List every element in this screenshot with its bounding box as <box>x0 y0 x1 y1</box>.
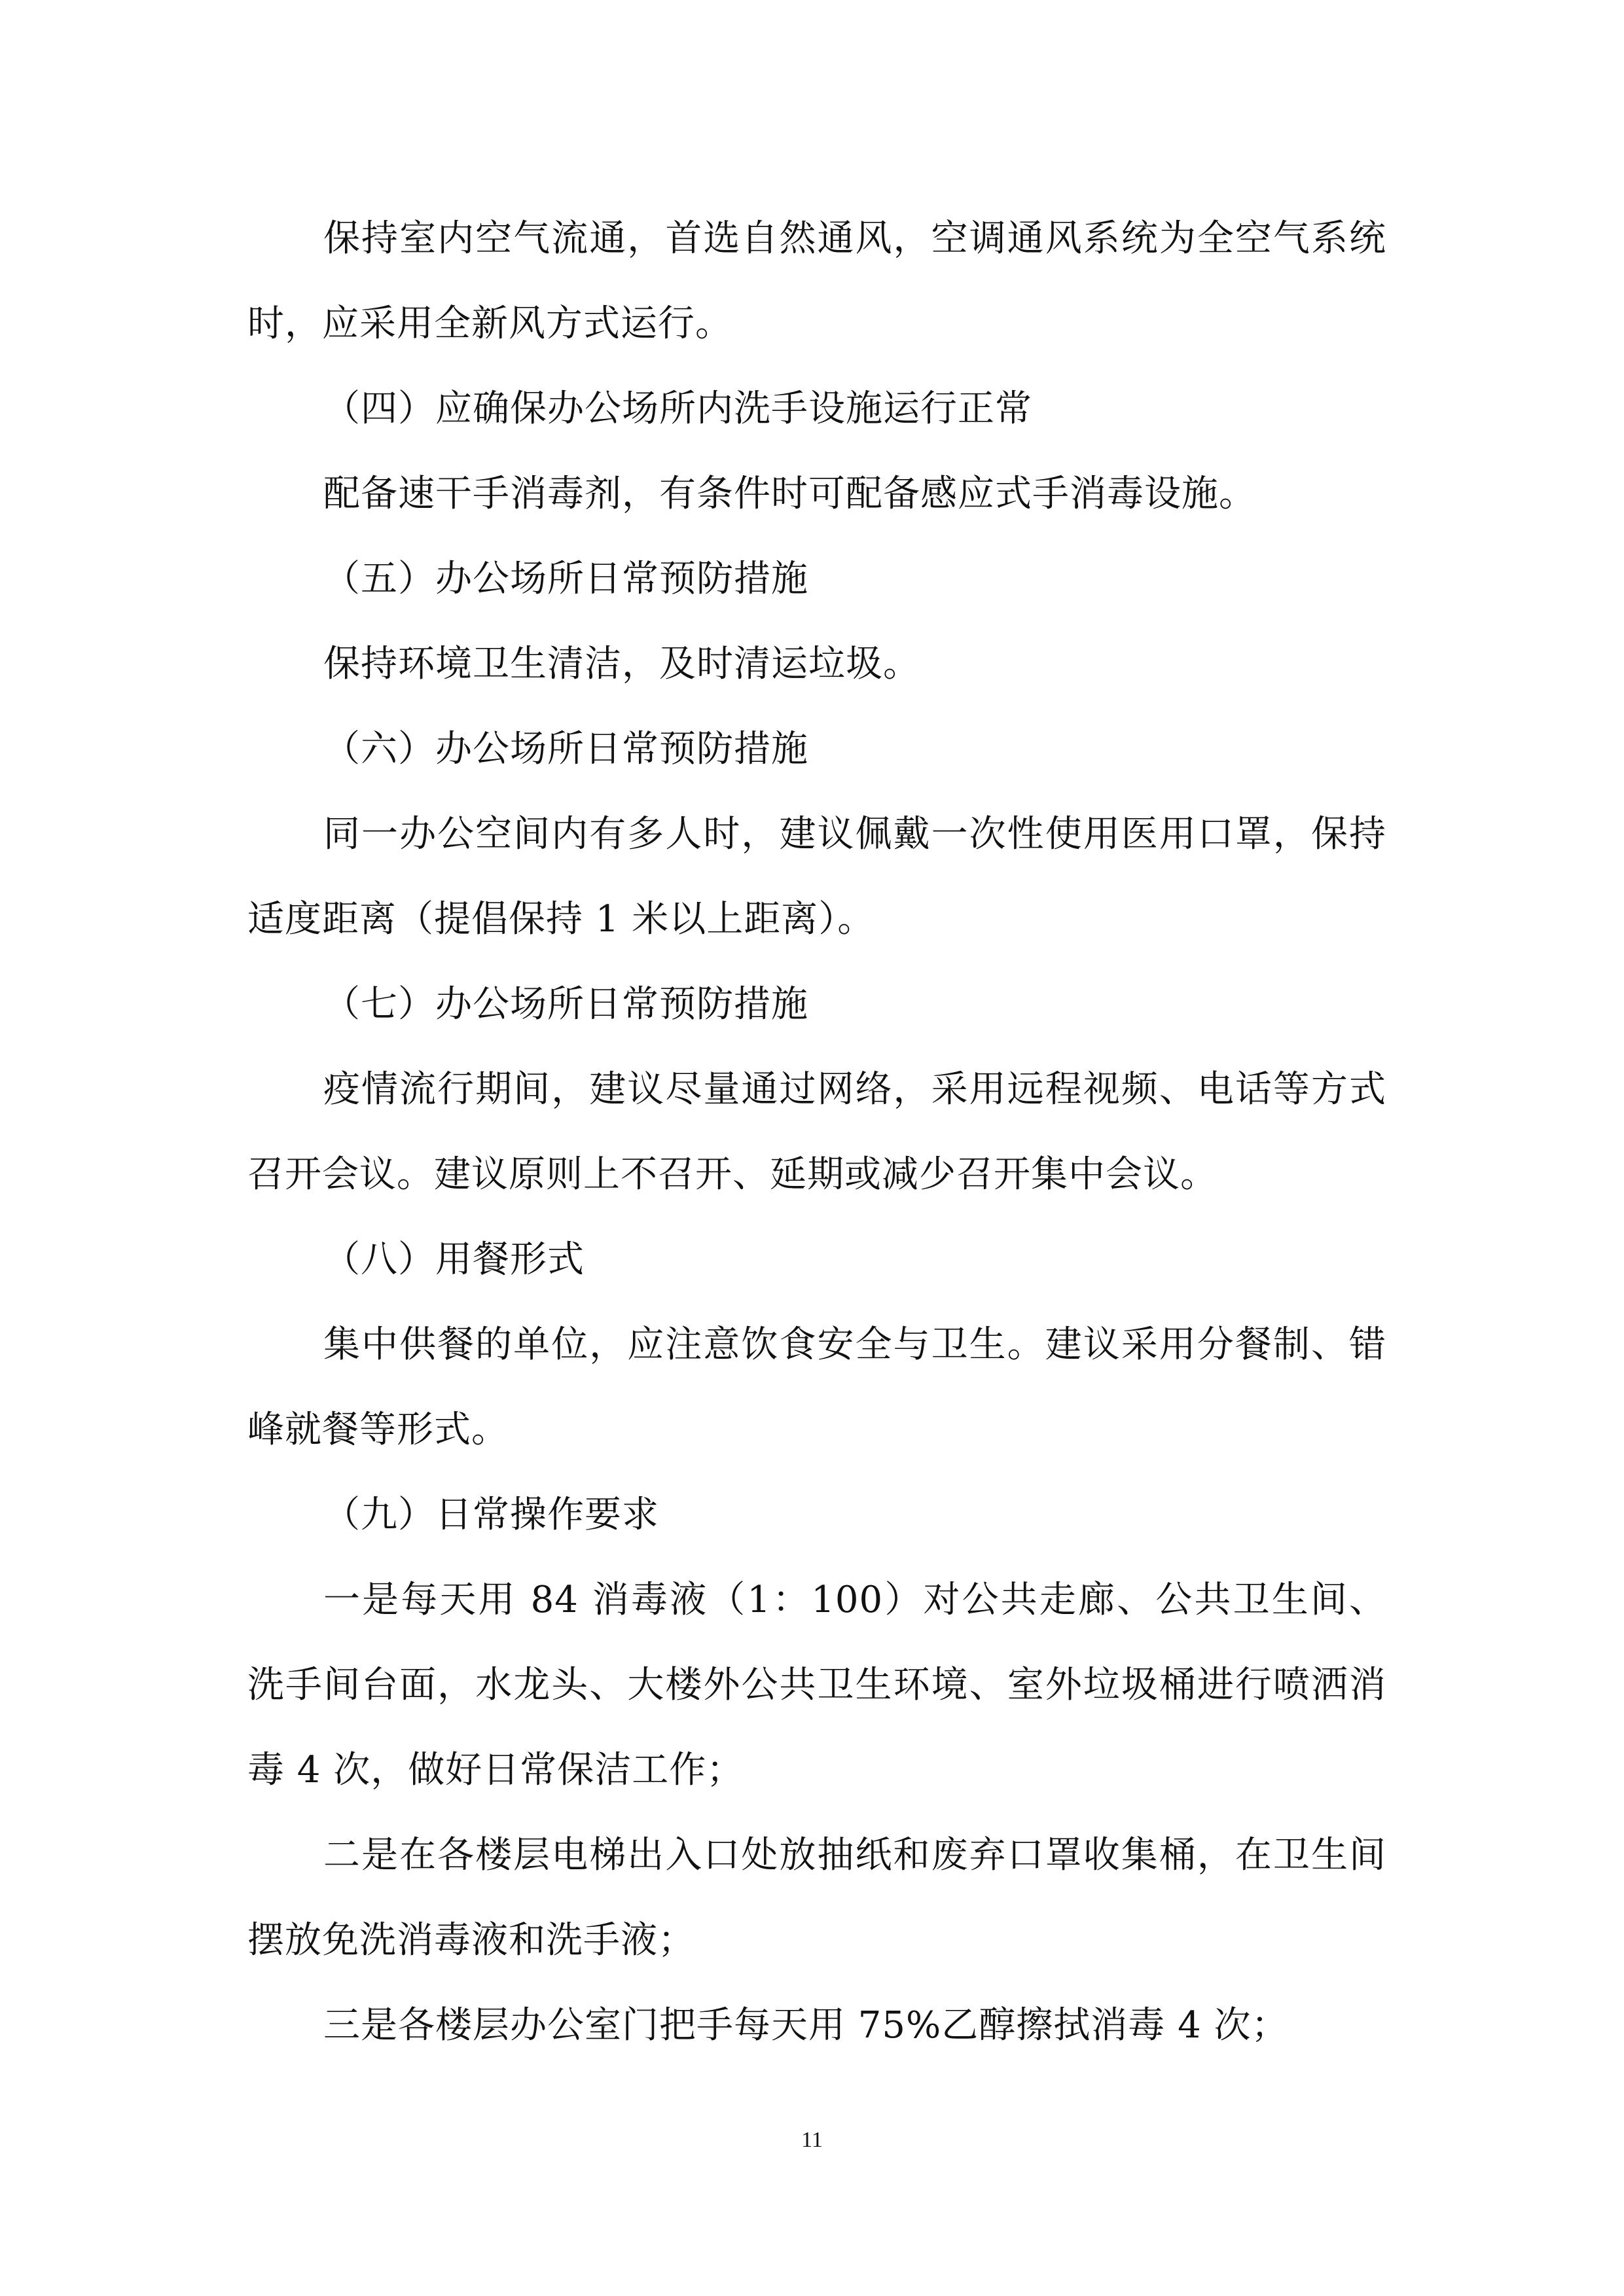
heading-7: （七）办公场所日常预防措施 <box>323 983 808 1026</box>
heading-9: （九）日常操作要求 <box>323 1494 659 1536</box>
para-hand-sanitizer: 配备速干手消毒剂，有条件时可配备感应式手消毒设施。 <box>323 473 1256 515</box>
para-dining: 集中供餐的单位，应注意饮食安全与卫生。建议采用分餐制、错峰就餐等形式。 <box>247 1323 1386 1451</box>
para-disinfection-1: 一是每天用 84 消毒液（1：100）对公共走廊、公共卫生间、洗手间台面，水龙头、大楼外公共卫生环境、室外垃圾桶进行喷洒消毒 4 次，做好日常保洁工作； <box>247 1579 1386 1791</box>
heading-6: （六）办公场所日常预防措施 <box>323 728 808 770</box>
heading-8: （八）用餐形式 <box>323 1238 585 1281</box>
para-disinfection-3: 三是各楼层办公室门把手每天用 75%乙醇擦拭消毒 4 次； <box>323 2004 1289 2047</box>
para-disinfection-2: 二是在各楼层电梯出入口处放抽纸和废弃口罩收集桶，在卫生间摆放免洗消毒液和洗手液； <box>247 1834 1386 1962</box>
heading-5: （五）办公场所日常预防措施 <box>323 558 808 600</box>
para-meetings: 疫情流行期间，建议尽量通过网络，采用远程视频、电话等方式召开会议。建议原则上不召开、延期或减少召开集中会议。 <box>247 1068 1386 1196</box>
page-number: 11 <box>801 2128 823 2152</box>
heading-4: （四）应确保办公场所内洗手设施运行正常 <box>323 387 1032 430</box>
para-masks: 同一办公空间内有多人时，建议佩戴一次性使用医用口罩，保持适度距离（提倡保持 1 米以上距离）。 <box>247 813 1386 941</box>
para-hygiene: 保持环境卫生清洁，及时清运垃圾。 <box>323 643 920 685</box>
para-ventilation: 保持室内空气流通，首选自然通风，空调通风系统为全空气系统时，应采用全新风方式运行。 <box>247 217 1386 345</box>
document-body <box>247 196 1386 2068</box>
